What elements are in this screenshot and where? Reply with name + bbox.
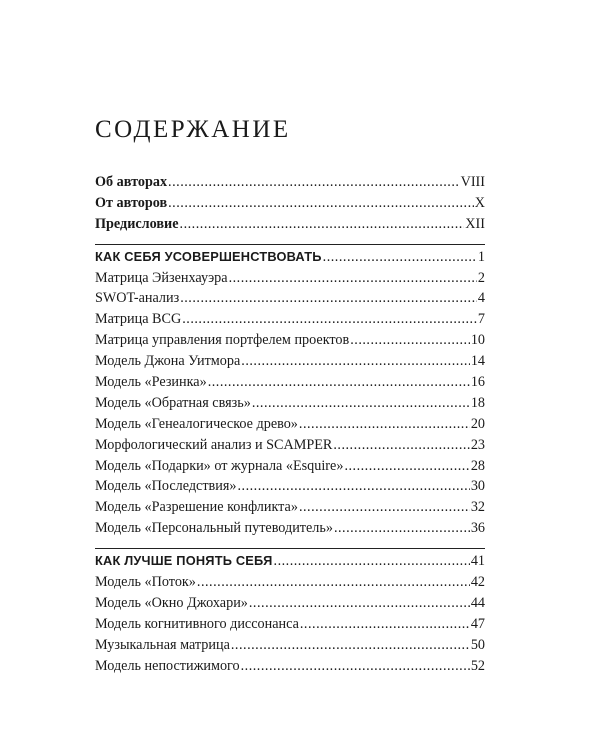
- toc-entry-label: Модель Джона Уитмора: [95, 353, 241, 370]
- toc-entry-page: 7: [477, 311, 485, 328]
- toc-entry-preface[interactable]: [95, 214, 485, 235]
- toc-entry[interactable]: [95, 497, 485, 518]
- page-title: СОДЕРЖАНИЕ: [95, 116, 291, 143]
- toc-entry-label: Модель «Генеалогическое древо»: [95, 415, 298, 432]
- toc-entry[interactable]: [95, 288, 485, 309]
- dot-leader: [274, 551, 470, 572]
- toc-entry-page: 16: [470, 374, 485, 391]
- dot-leader: [300, 614, 470, 635]
- toc-entry-page: 20: [470, 415, 485, 432]
- toc-entry[interactable]: [95, 476, 485, 497]
- toc-entry-page: 1: [477, 248, 485, 265]
- toc-entry[interactable]: [95, 518, 485, 539]
- toc-entry-label: Модель «Подарки» от журнала «Esquire»: [95, 457, 344, 474]
- toc-entry[interactable]: [95, 593, 485, 614]
- toc-entry-about-authors[interactable]: [95, 172, 485, 193]
- dot-leader: [249, 593, 470, 614]
- toc-entry[interactable]: [95, 456, 485, 477]
- dot-leader: [180, 288, 477, 309]
- toc-entry-page: 36: [470, 520, 485, 537]
- toc-entry-label: Музыкальная матрица: [95, 636, 230, 653]
- dot-leader: [229, 268, 477, 289]
- dot-leader: [344, 456, 469, 477]
- dot-leader: [323, 247, 477, 268]
- toc-entry-page: VIII: [460, 174, 485, 190]
- toc-entry[interactable]: [95, 435, 485, 456]
- table-of-contents: [95, 172, 485, 676]
- toc-entry-label: КАК ЛУЧШЕ ПОНЯТЬ СЕБЯ: [95, 553, 273, 569]
- toc-entry-page: 23: [470, 436, 485, 453]
- toc-entry-label: Модель «Персональный путеводитель»: [95, 520, 333, 537]
- toc-entry-label: Модель «Окно Джохари»: [95, 594, 248, 611]
- dot-leader: [333, 435, 469, 456]
- dot-leader: [252, 393, 470, 414]
- toc-entry-page: 50: [470, 636, 485, 653]
- toc-entry[interactable]: [95, 414, 485, 435]
- toc-entry[interactable]: [95, 372, 485, 393]
- dot-leader: [197, 572, 470, 593]
- dot-leader: [208, 372, 470, 393]
- toc-section-heading[interactable]: [95, 551, 485, 572]
- toc-entry-from-authors[interactable]: [95, 193, 485, 214]
- dot-leader: [231, 635, 470, 656]
- toc-section-heading[interactable]: [95, 247, 485, 268]
- toc-entry-label: Матрица Эйзенхауэра: [95, 269, 228, 286]
- toc-entry[interactable]: [95, 656, 485, 677]
- dot-leader: [168, 193, 474, 214]
- dot-leader: [180, 214, 465, 235]
- dot-leader: [237, 476, 469, 497]
- toc-entry-label: Морфологический анализ и SCAMPER: [95, 436, 333, 453]
- toc-entry[interactable]: [95, 393, 485, 414]
- toc-entry-label: Модель «Последствия»: [95, 478, 237, 495]
- dot-leader: [299, 414, 470, 435]
- toc-entry-label: Модель «Обратная связь»: [95, 394, 251, 411]
- toc-entry-label: Предисловие: [95, 215, 179, 232]
- toc-entry-label: Матрица управления портфелем проектов: [95, 332, 350, 349]
- toc-entry-label: Модель когнитивного диссонанса: [95, 615, 299, 632]
- toc-entry-label: SWOT-анализ: [95, 290, 180, 307]
- dot-leader: [241, 656, 470, 677]
- toc-entry-page: 52: [470, 657, 485, 674]
- toc-entry-page: 41: [470, 553, 485, 570]
- dot-leader: [241, 351, 470, 372]
- toc-entry-label: Модель непостижимого: [95, 657, 240, 674]
- toc-entry-page: 18: [470, 394, 485, 411]
- dot-leader: [350, 330, 470, 351]
- toc-entry[interactable]: [95, 635, 485, 656]
- toc-entry-page: 32: [470, 499, 485, 516]
- toc-entry[interactable]: [95, 351, 485, 372]
- toc-entry[interactable]: [95, 330, 485, 351]
- toc-entry-label: Модель «Резинка»: [95, 374, 207, 391]
- toc-entry[interactable]: [95, 268, 485, 289]
- toc-entry-page: 10: [470, 332, 485, 349]
- dot-leader: [182, 309, 477, 330]
- toc-entry-page: 44: [470, 594, 485, 611]
- toc-entry-page: 42: [470, 574, 485, 591]
- toc-entry-page: 28: [470, 457, 485, 474]
- toc-entry-label: Модель «Разрешение конфликта»: [95, 499, 298, 516]
- toc-entry[interactable]: [95, 614, 485, 635]
- toc-entry-label: КАК СЕБЯ УСОВЕРШЕНСТВОВАТЬ: [95, 248, 322, 264]
- toc-entry-page: X: [474, 194, 485, 211]
- toc-entry-page: 14: [470, 353, 485, 370]
- toc-entry-page: 4: [477, 290, 485, 307]
- toc-entry-label: Матрица BCG: [95, 311, 182, 328]
- toc-entry[interactable]: [95, 309, 485, 330]
- dot-leader: [334, 518, 470, 539]
- toc-entry-page: 2: [477, 269, 485, 286]
- dot-leader: [168, 172, 460, 193]
- toc-entry-label: Модель «Поток»: [95, 574, 196, 591]
- dot-leader: [299, 497, 470, 518]
- toc-entry-label: Об авторах: [95, 174, 168, 190]
- toc-entry-page: 30: [470, 478, 485, 495]
- toc-entry-page: XII: [465, 215, 485, 232]
- toc-entry-page: 47: [470, 615, 485, 632]
- toc-entry[interactable]: [95, 572, 485, 593]
- toc-entry-label: От авторов: [95, 194, 168, 211]
